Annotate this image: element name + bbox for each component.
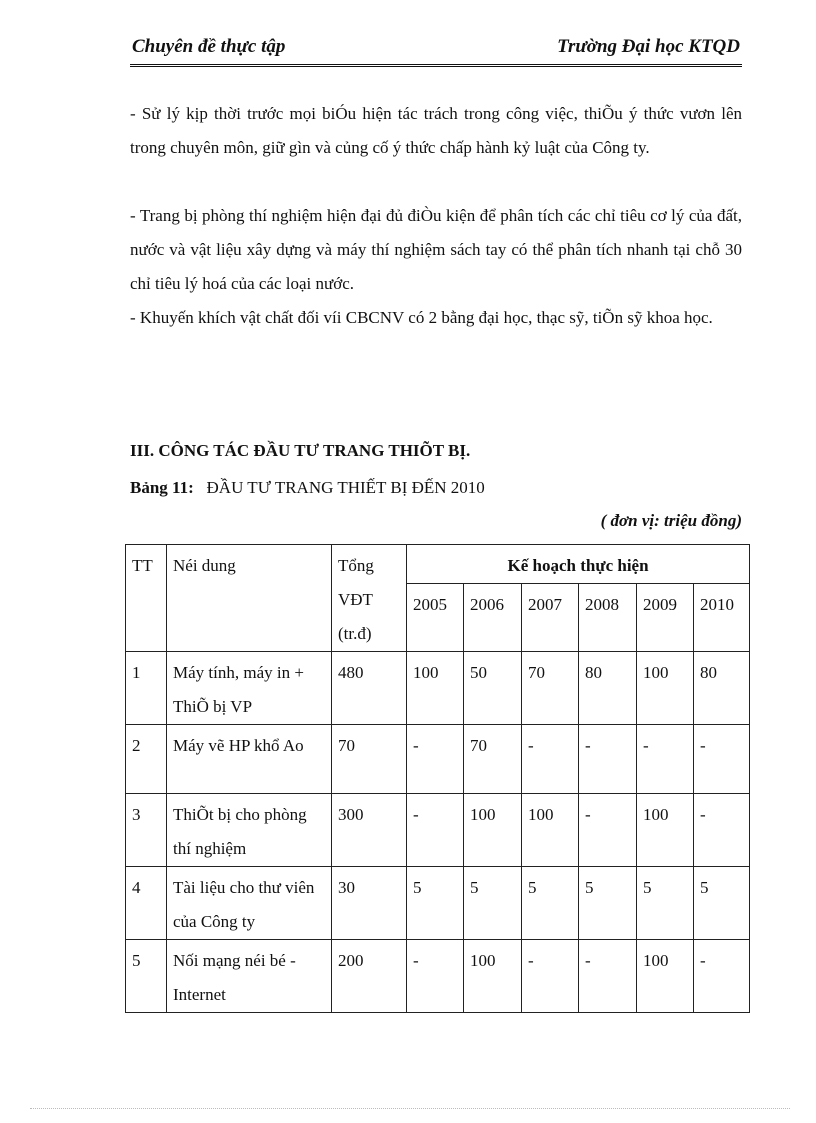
cell-total: 200 bbox=[332, 940, 407, 1013]
cell-total: 480 bbox=[332, 652, 407, 725]
cell-value: - bbox=[694, 725, 750, 794]
cell-value: 100 bbox=[464, 794, 522, 867]
header-total-line: VĐT bbox=[338, 590, 373, 609]
cell-value: 5 bbox=[694, 867, 750, 940]
cell-value: 5 bbox=[579, 867, 637, 940]
cell-tt: 5 bbox=[126, 940, 167, 1013]
cell-content: ThiÕt bị cho phòng thí nghiệm bbox=[167, 794, 332, 867]
cell-tt: 1 bbox=[126, 652, 167, 725]
page-header bbox=[130, 36, 742, 67]
table-caption-label: Bảng 11 bbox=[130, 478, 189, 497]
cell-value: - bbox=[694, 794, 750, 867]
cell-value: 5 bbox=[407, 867, 464, 940]
section-heading: III. CÔNG TÁC ĐẦU TƯ TRANG THIÕT BỊ. bbox=[130, 441, 471, 460]
cell-value: - bbox=[694, 940, 750, 1013]
header-year: 2007 bbox=[522, 584, 579, 652]
header-year: 2006 bbox=[464, 584, 522, 652]
table-caption: Bảng 11: ĐẦU TƯ TRANG THIẾT BỊ ĐẾN 2010 bbox=[130, 478, 485, 497]
header-right-title: Trường Đại học KTQD bbox=[557, 36, 740, 57]
cell-content: Nối mạng néi bé - Internet bbox=[167, 940, 332, 1013]
table-row bbox=[126, 794, 750, 867]
cell-content: Tài liệu cho thư viên của Công ty bbox=[167, 867, 332, 940]
cell-value: 5 bbox=[637, 867, 694, 940]
cell-tt: 3 bbox=[126, 794, 167, 867]
cell-value: 5 bbox=[464, 867, 522, 940]
header-year: 2008 bbox=[579, 584, 637, 652]
header-content: Néi dung bbox=[167, 545, 332, 652]
paragraph-incentives: - Khuyến khích vật chất đối víi CBCNV có 2 bằng đại học, thạc sỹ, tiÕn sỹ khoa học. bbox=[130, 308, 713, 327]
cell-value: - bbox=[522, 940, 579, 1013]
table-row bbox=[126, 725, 750, 794]
cell-value: - bbox=[579, 725, 637, 794]
header-left-title: Chuyên đề thực tập bbox=[132, 36, 286, 57]
unit-note: ( đơn vị: triệu đồng) bbox=[600, 511, 742, 530]
table-row bbox=[126, 940, 750, 1013]
cell-total: 70 bbox=[332, 725, 407, 794]
table-row bbox=[126, 867, 750, 940]
cell-total: 30 bbox=[332, 867, 407, 940]
header-total-line: (tr.đ) bbox=[338, 624, 372, 643]
cell-value: 70 bbox=[522, 652, 579, 725]
investment-table bbox=[125, 544, 750, 1013]
cell-value: 100 bbox=[637, 794, 694, 867]
cell-tt: 2 bbox=[126, 725, 167, 794]
header-tt: TT bbox=[126, 545, 167, 652]
cell-value: - bbox=[407, 940, 464, 1013]
cell-value: 100 bbox=[522, 794, 579, 867]
header-total-line: Tổng bbox=[338, 556, 374, 575]
header-year: 2009 bbox=[637, 584, 694, 652]
header-total bbox=[332, 545, 407, 652]
cell-value: - bbox=[579, 940, 637, 1013]
paragraph-discipline: - Sử lý kịp thời trước mọi biÓu hiện tác trách trong công việc, thiÕu ý thức vươn lên trong chuyên môn, giữ gìn và củng cố ý thức chấp hành kỷ luật của Công ty. bbox=[130, 104, 742, 157]
cell-value: 100 bbox=[407, 652, 464, 725]
cell-value: 80 bbox=[579, 652, 637, 725]
cell-tt: 4 bbox=[126, 867, 167, 940]
cell-value: 50 bbox=[464, 652, 522, 725]
cell-content: Máy tính, máy in + ThiÕ bị VP bbox=[167, 652, 332, 725]
cell-value: 100 bbox=[637, 652, 694, 725]
page-bottom-rule bbox=[30, 1108, 790, 1109]
cell-total: 300 bbox=[332, 794, 407, 867]
cell-value: - bbox=[522, 725, 579, 794]
cell-value: 5 bbox=[522, 867, 579, 940]
cell-value: 100 bbox=[464, 940, 522, 1013]
cell-value: 70 bbox=[464, 725, 522, 794]
header-plan: Kế hoạch thực hiện bbox=[407, 545, 750, 584]
cell-value: - bbox=[579, 794, 637, 867]
table-caption-title: ĐẦU TƯ TRANG THIẾT BỊ ĐẾN 2010 bbox=[206, 478, 485, 497]
cell-value: 80 bbox=[694, 652, 750, 725]
table-row bbox=[126, 652, 750, 725]
cell-value: 100 bbox=[637, 940, 694, 1013]
cell-value: - bbox=[637, 725, 694, 794]
cell-value: - bbox=[407, 794, 464, 867]
cell-content: Máy vẽ HP khổ Ao bbox=[167, 725, 332, 794]
header-year: 2010 bbox=[694, 584, 750, 652]
header-year: 2005 bbox=[407, 584, 464, 652]
paragraph-laboratory: - Trang bị phòng thí nghiệm hiện đại đủ điÒu kiện để phân tích các chỉ tiêu cơ lý của đất, nước và vật liệu xây dựng và máy thí nghiệm sách tay có thể phân tích nhanh tại chỗ 30 chỉ tiêu lý hoá của các loại nước. bbox=[130, 206, 742, 293]
cell-value: - bbox=[407, 725, 464, 794]
